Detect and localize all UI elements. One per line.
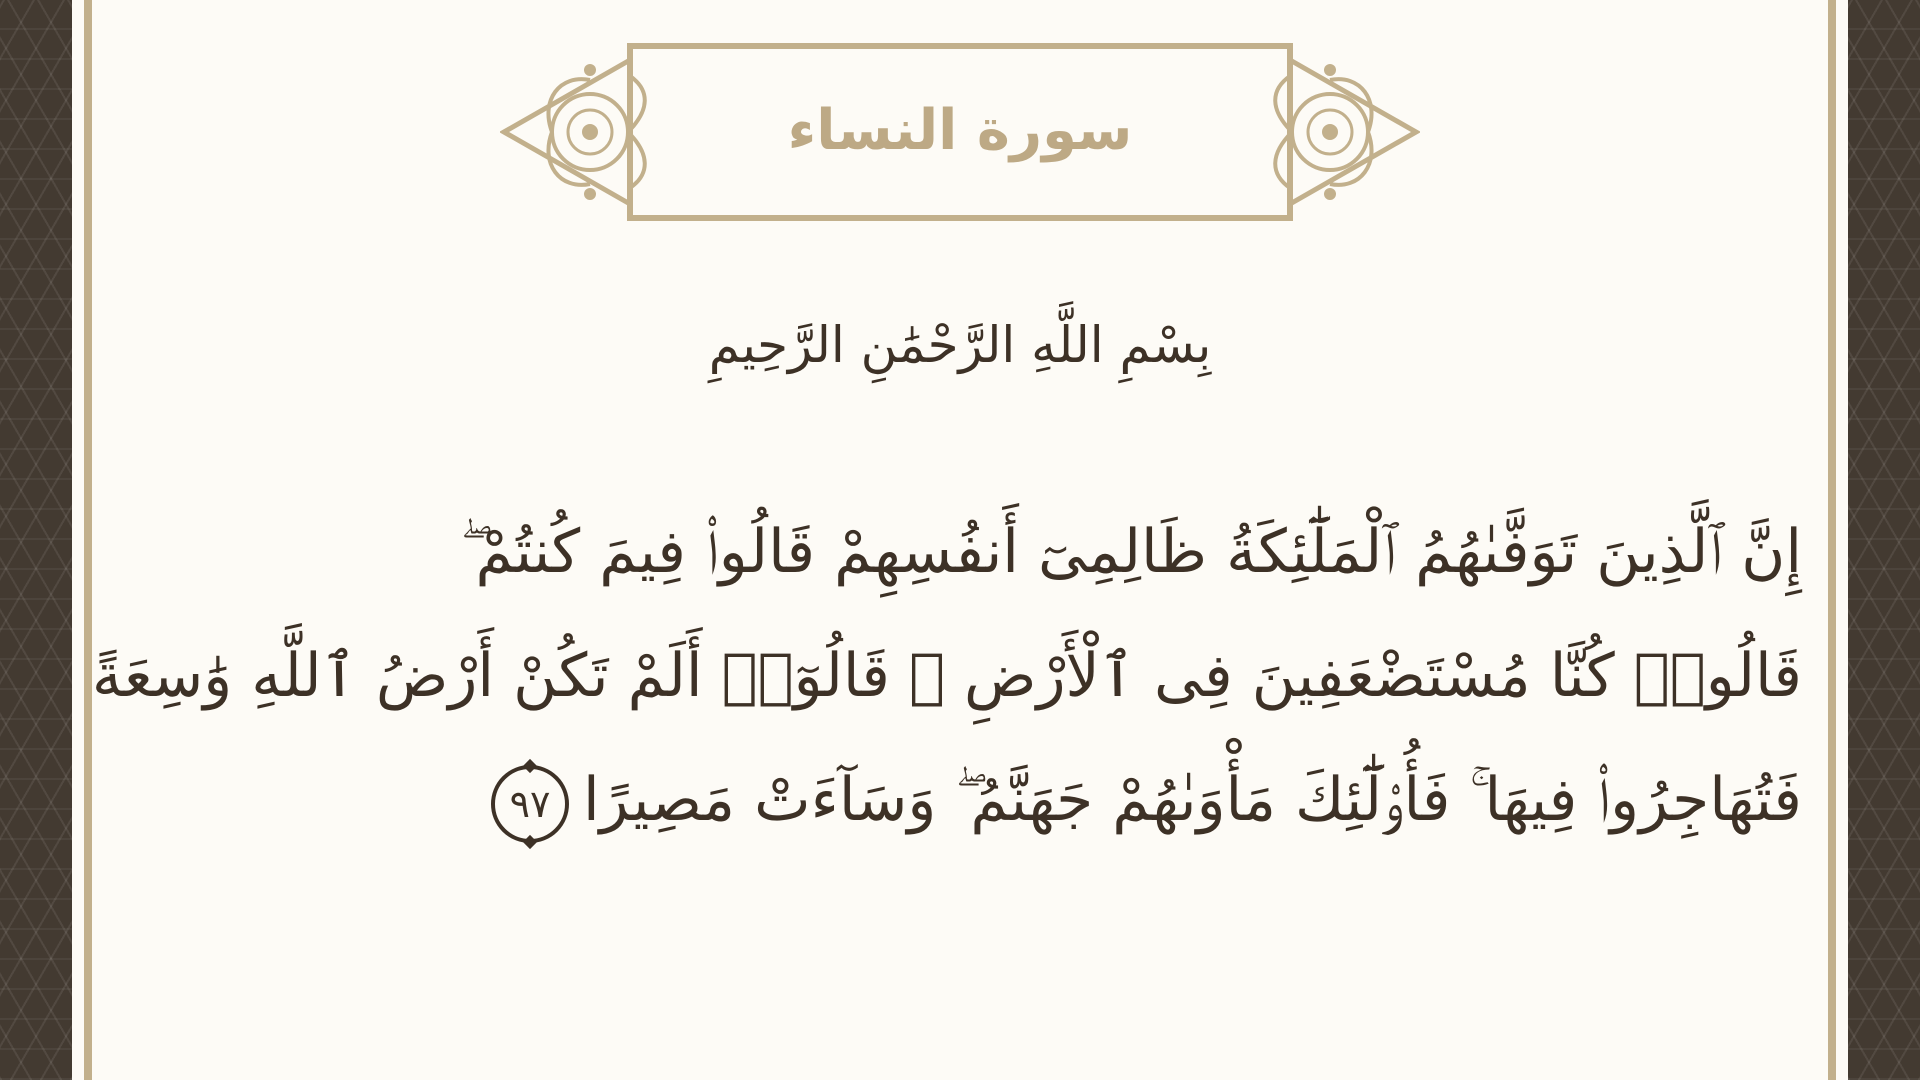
verse-line-3-text: فَتُهَاجِرُوا۟ فِيهَا ۚ فَأُو۟لَٰٓئِكَ مَأْوَىٰهُمْ جَهَنَّمُ ۖ وَسَآءَتْ مَصِيرًا — [583, 765, 1802, 835]
surah-title: سورة النساء — [787, 97, 1133, 163]
ayah-number-marker: ٩٧ — [491, 765, 569, 843]
verse-line-2: قَالُوا۟ كُنَّا مُسْتَضْعَفِينَ فِى ٱلْأَرْضِ ۚ قَالُوٓا۟ أَلَمْ تَكُنْ أَرْضُ ٱللَّهِ وَٰسِعَةً — [91, 641, 1802, 711]
basmala: بِسْمِ اللَّهِ الرَّحْمَٰنِ الرَّحِيمِ — [708, 316, 1212, 374]
right-ornamental-border — [1848, 0, 1920, 1080]
left-ornamental-border — [0, 0, 72, 1080]
surah-header-cartouche — [500, 40, 1420, 224]
verse-text — [91, 490, 1802, 862]
verse-line-3 — [190, 738, 1802, 862]
left-gold-rule — [84, 0, 92, 1080]
right-gold-rule — [1828, 0, 1836, 1080]
verse-line-1: إِنَّ ٱلَّذِينَ تَوَفَّىٰهُمُ ٱلْمَلَٰٓئِكَةُ ظَالِمِىٓ أَنفُسِهِمْ قَالُوا۟ فِيمَ كُنتُمْ ۖ — [460, 517, 1802, 587]
